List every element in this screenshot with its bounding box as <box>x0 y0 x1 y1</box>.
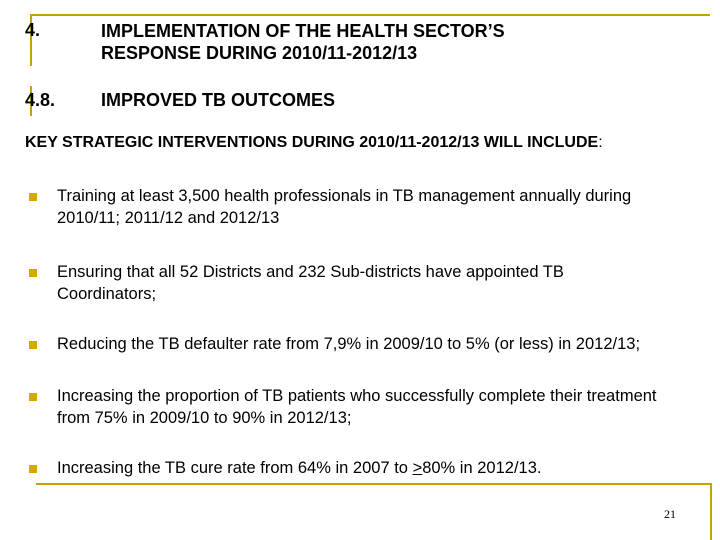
square-bullet-icon <box>29 193 37 201</box>
list-item-line <box>57 457 717 479</box>
list-item-line: Reducing the TB defaulter rate from 7,9% in 2009/10 to 5% (or less) in 2012/13; <box>57 335 641 353</box>
square-bullet-icon <box>29 393 37 401</box>
list-item-text <box>57 185 717 229</box>
frame-top-line <box>30 14 710 16</box>
square-bullet-icon <box>29 341 37 349</box>
list-item-text <box>57 333 717 355</box>
list-item-line: Ensuring that all 52 Districts and 232 Sub-districts have appointed TB <box>57 263 564 281</box>
list-item-text <box>57 385 717 429</box>
list-item-text <box>57 457 717 479</box>
frame-bottom-line <box>36 483 712 485</box>
list-item-text-part: 80% in 2012/13. <box>422 459 542 477</box>
greater-equal-sign: > <box>412 459 423 477</box>
section-title-line-1: IMPLEMENTATION OF THE HEALTH SECTOR’S <box>101 21 505 41</box>
section-number: 4. <box>25 20 41 40</box>
list-item-text-part: Increasing the TB cure rate from 64% in 2007 to <box>57 459 413 477</box>
subsection-title: IMPROVED TB OUTCOMES <box>101 90 336 110</box>
list-item-line: Increasing the proportion of TB patients who successfully complete their treatment <box>57 387 657 405</box>
list-item-line: 2010/11; 2011/12 and 2012/13 <box>57 209 280 227</box>
frame-right-line <box>710 483 712 540</box>
square-bullet-icon <box>29 465 37 473</box>
section-title-line-2: RESPONSE DURING 2010/11-2012/13 <box>101 43 418 63</box>
lead-text: KEY STRATEGIC INTERVENTIONS DURING 2010/11-2012/13 WILL INCLUDE <box>25 134 599 151</box>
lead-heading <box>25 134 603 152</box>
square-bullet-icon <box>29 269 37 277</box>
subsection-number: 4.8. <box>25 90 56 110</box>
section-title <box>101 20 661 64</box>
list-item-text <box>57 261 717 305</box>
lead-colon: : <box>598 134 603 151</box>
page-number: 21 <box>664 507 676 521</box>
list-item-line: Coordinators; <box>57 285 157 303</box>
list-item-line: Training at least 3,500 health professionals in TB management annually during <box>57 187 632 205</box>
list-item-line: from 75% in 2009/10 to 90% in 2012/13; <box>57 409 352 427</box>
